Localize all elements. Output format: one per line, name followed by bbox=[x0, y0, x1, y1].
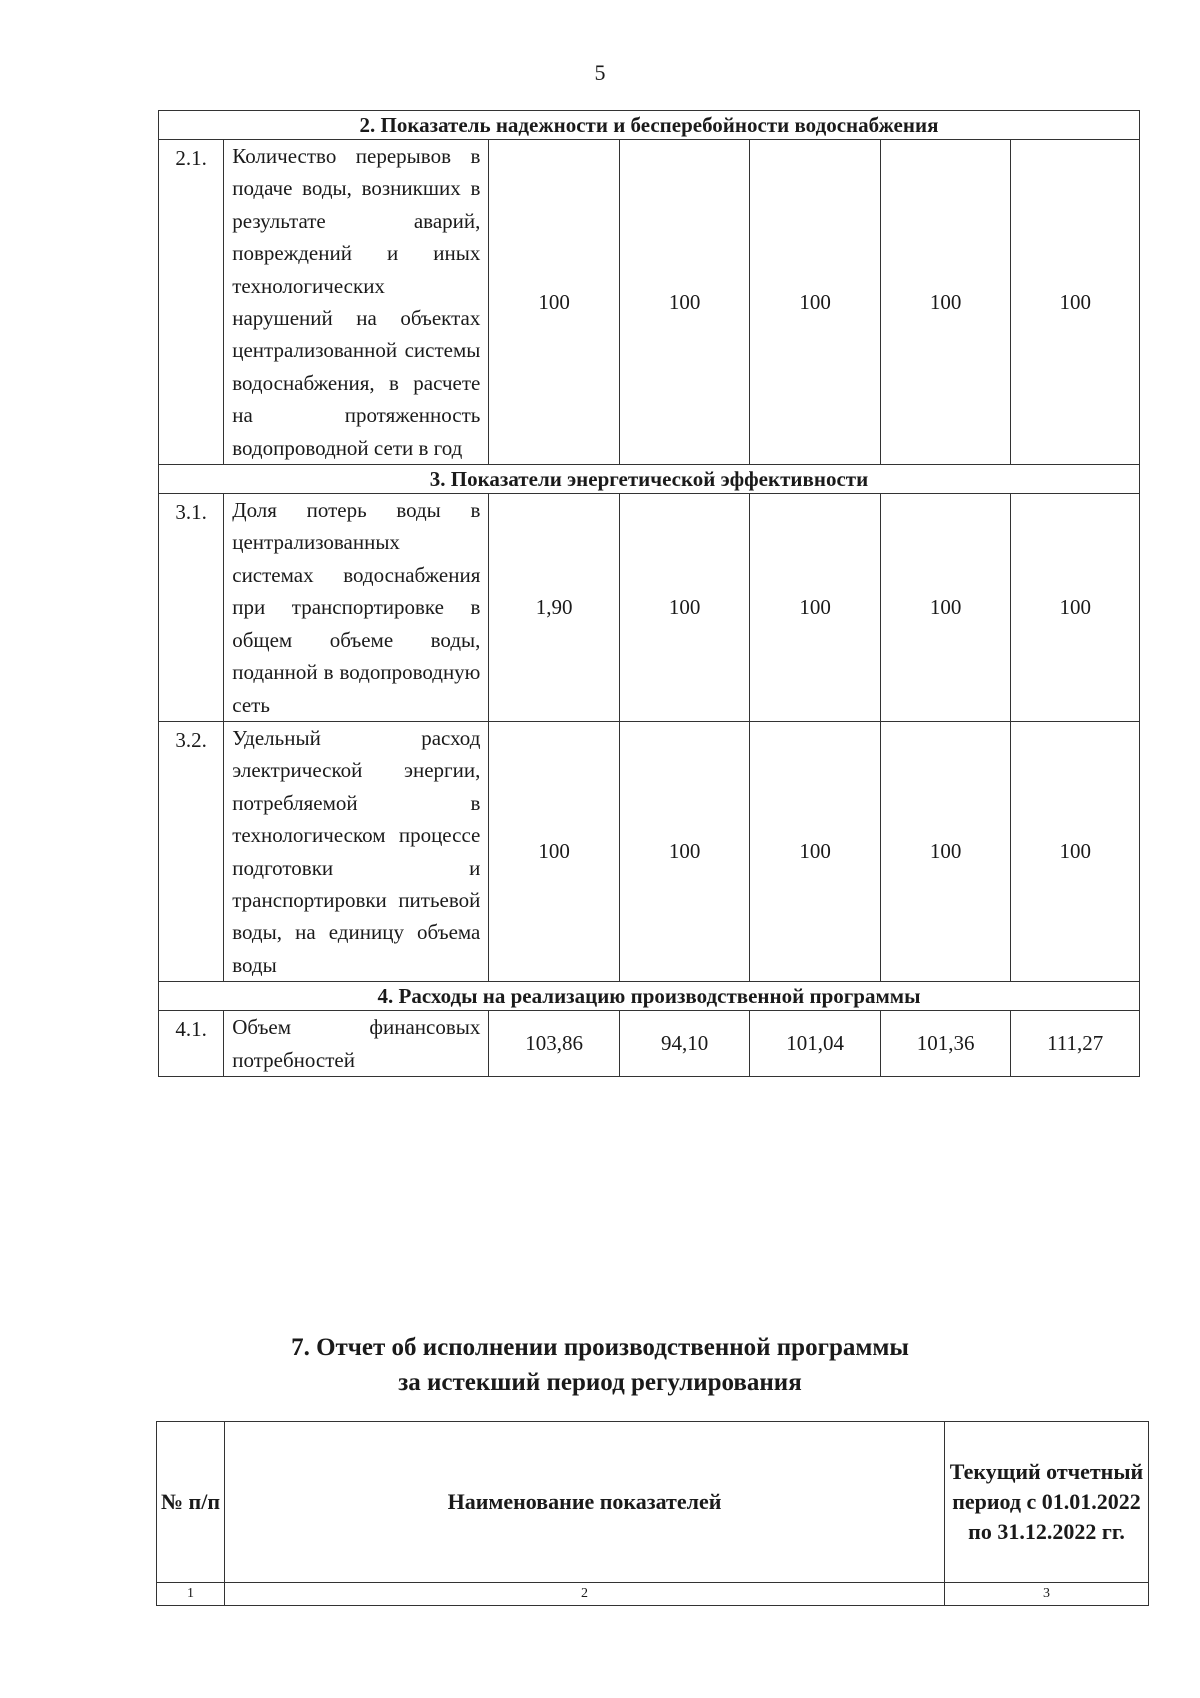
value-cell: 94,10 bbox=[619, 1011, 750, 1077]
section-title: 3. Показатели энергетической эффективности bbox=[159, 465, 1140, 494]
header-row bbox=[157, 1422, 1149, 1583]
column-index: 2 bbox=[225, 1583, 945, 1606]
value-cell: 103,86 bbox=[489, 1011, 620, 1077]
row-number: 2.1. bbox=[159, 140, 224, 465]
value-cell: 100 bbox=[880, 721, 1011, 981]
column-index: 3 bbox=[945, 1583, 1149, 1606]
value-cell: 100 bbox=[619, 721, 750, 981]
value-cell: 100 bbox=[1011, 140, 1140, 465]
column-header-period: Текущий отчетный период с 01.01.2022 по 31.12.2022 гг. bbox=[945, 1422, 1149, 1583]
section-title: 2. Показатель надежности и бесперебойности водоснабжения bbox=[159, 111, 1140, 140]
indicator-name: Удельный расход электрической энергии, потребляемой в технологическом процессе подготовки и транспортировки питьевой воды, на единицу объема воды bbox=[224, 721, 489, 981]
value-cell: 111,27 bbox=[1011, 1011, 1140, 1077]
column-header-name: Наименование показателей bbox=[225, 1422, 945, 1583]
page-number: 5 bbox=[594, 60, 606, 85]
index-row bbox=[157, 1583, 1149, 1606]
table-row bbox=[159, 494, 1140, 722]
report-title-line: за истекший период регулирования bbox=[398, 1369, 802, 1396]
value-cell: 100 bbox=[1011, 494, 1140, 722]
indicators-table bbox=[158, 110, 1140, 1077]
column-index: 1 bbox=[157, 1583, 225, 1606]
value-cell: 100 bbox=[489, 140, 620, 465]
value-cell: 100 bbox=[880, 140, 1011, 465]
report-title bbox=[0, 1330, 1200, 1400]
row-number: 3.2. bbox=[159, 721, 224, 981]
value-cell: 100 bbox=[619, 494, 750, 722]
value-cell: 100 bbox=[750, 494, 881, 722]
report-table bbox=[156, 1421, 1149, 1606]
section-header-row bbox=[159, 111, 1140, 140]
section-header-row bbox=[159, 465, 1140, 494]
section-title: 4. Расходы на реализацию производственной программы bbox=[159, 982, 1140, 1011]
table-row bbox=[159, 140, 1140, 465]
table-row bbox=[159, 721, 1140, 981]
value-cell: 101,04 bbox=[750, 1011, 881, 1077]
indicator-name: Количество перерывов в подаче воды, возникших в результате аварий, повреждений и иных технологических нарушений на объектах централизованной системы водоснабжения, в расчете на протяженность водопроводной сети в год bbox=[224, 140, 489, 465]
column-header-number: № п/п bbox=[157, 1422, 225, 1583]
row-number: 3.1. bbox=[159, 494, 224, 722]
value-cell: 100 bbox=[1011, 721, 1140, 981]
value-cell: 100 bbox=[750, 140, 881, 465]
report-title-line: 7. Отчет об исполнении производственной программы bbox=[291, 1334, 909, 1361]
table-row bbox=[159, 1011, 1140, 1077]
value-cell: 100 bbox=[489, 721, 620, 981]
value-cell: 100 bbox=[750, 721, 881, 981]
value-cell: 1,90 bbox=[489, 494, 620, 722]
row-number: 4.1. bbox=[159, 1011, 224, 1077]
value-cell: 100 bbox=[619, 140, 750, 465]
value-cell: 100 bbox=[880, 494, 1011, 722]
value-cell: 101,36 bbox=[880, 1011, 1011, 1077]
section-header-row bbox=[159, 982, 1140, 1011]
indicator-name: Доля потерь воды в централизованных системах водоснабжения при транспортировке в общем объеме воды, поданной в водопроводную сеть bbox=[224, 494, 489, 722]
indicator-name: Объем финансовых потребностей bbox=[224, 1011, 489, 1077]
